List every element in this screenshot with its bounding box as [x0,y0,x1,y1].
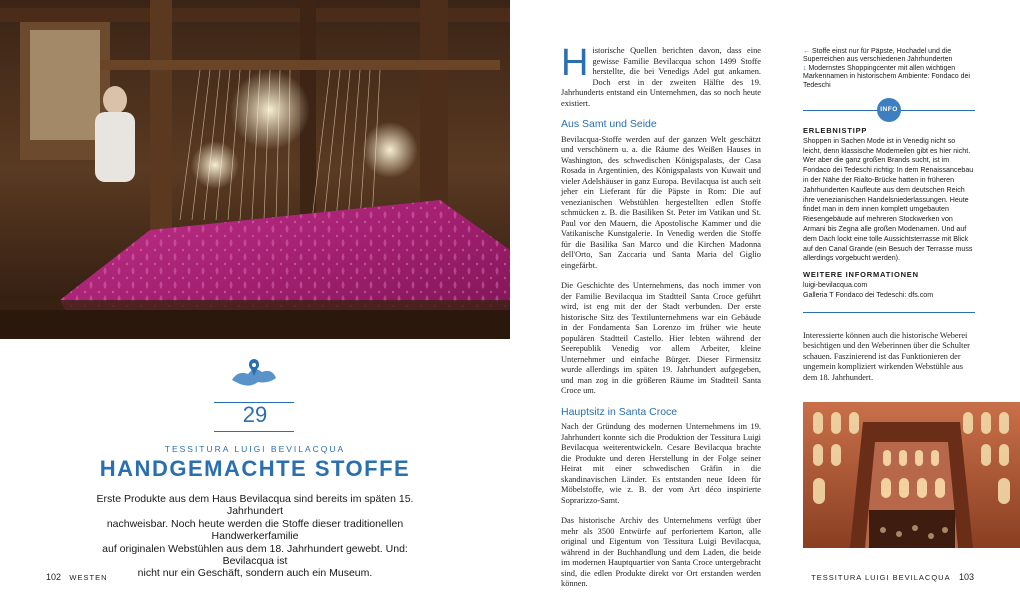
chapter-number: 29 [242,402,268,427]
info-box [803,126,975,301]
right-page-number: 103 [958,572,974,582]
info-link-fondaco: Galleria T Fondaco dei Tedeschi: dfs.com [803,290,934,299]
info-badge: INFO [877,98,901,122]
arrow-down-icon: ↓ [803,64,807,72]
caption-bottom-photo [803,65,985,90]
chapter-headline: HANDGEMACHTE STOFFE [99,456,411,481]
lead-line: nicht nur ein Geschäft, sondern auch ein Museum. [137,567,373,580]
main-text-column [561,42,761,600]
side-paragraph: Interessierte können auch die historische Weberei besichtigen und den Weberinnen über die Schulter schauen. Faszinierend ist das Funktionieren der ungemein kompliziert wirkenden Webstühle aus dem 18. Jahrhundert. [803,331,970,382]
drop-cap: H [561,42,589,84]
chapter-kicker: TESSITURA LUIGI BEVILACQUA [164,444,346,454]
caption-text: Modernstes Shoppingcenter mit allen wichtigen Markennamen in historischem Ambiente: Fondaco dei Tedeschi [803,64,970,89]
chapter-lead [84,493,426,580]
map-pin-icon [228,358,280,392]
weaving-workshop-photo [0,0,510,339]
body-paragraph: Nach der Gründung des modernen Unternehmens im 19. Jahrhundert konnte sich die Produktion der Tessitura Luigi Bevilacqua weiterentwickeln. Cesare Bevilacqua brachte die Produkte und deren Herstellung in der Folge seiner Heirat mit einer schwedischen Gräfin in die skandinavischen Länder. Es entstanden neue Ideen für Möbelstoffe, wie z. B. der vom Art déco inspirierte Soprarizzo-Samt. [561,422,761,505]
number-rule-bottom [214,431,294,432]
photo-captions [803,48,985,90]
lead-line: Erste Produkte aus dem Haus Bevilacqua sind bereits im späten 15. Jahrhundert [96,493,414,518]
left-page-number: 102 [46,572,62,582]
intro-text: istorische Quellen berichten davon, dass eine gewisse Familie Bevilacqua schon 1499 Stoffe herstellte, die bei Venedigs Adel gut ankamen. Doch erst in der zweiten Hälfte des 19. Jahrhunderts entstand ein Unternehmen, das so noch heute existiert. [561,46,761,108]
body-paragraph: Das historische Archiv des Unternehmens verfügt über mehr als 3500 Entwürfe auf perforiertem Karton, alle original und Eigentum von Tessitura Luigi Bevilacqua, während in der Buchhandlung und dem Laden, die beide im modernen Hauptquartier von Santa Croce untergebracht sind, die edlen Produkte direkt vor Ort erstanden werden können. [561,516,761,588]
info-rule-bottom [803,312,975,313]
body-paragraph: Die Geschichte des Unternehmens, das noch immer von der Familie Bevilacqua im Stadtteil Santa Croce geführt wird, ist eng mit der der Stadt verbunden. Der erste historische Sitz des Textilunternehmens war ein Gebäude in der Fondamenta San Lorenzo im früher wie heute populären Stadtteil Castello. Hier lebten während der Seerepublik Venedig vor allem Arbeiter, kleine Unternehmer und einfache Bürger. Dieser Firmensitz wurde allerdings im späten 19. Jahrhundert aufgegeben, und man zog in die größeren Räume im Stadtteil Santa Croce um. [561,281,761,395]
courtyard-illustration [803,402,1020,548]
info-tip-text: Shoppen in Sachen Mode ist in Venedig nicht so leicht, denn klassische Modemeilen gibt es hier nicht. Wer aber die ganz großen Brands sucht, ist im Fondaco dei Tedeschi richtig: In dem Renaissancebau in der Nähe der Rialto-Brücke hatten in früheren Jahrhunderten Kaufleute aus dem deutschen Reich ihre venezianischen Handelsniederlassungen. Heute findet man in dem innen komplett umgebauten Riesengebäude auf mehreren Stockwerken von Armani bis Zegna alle großen Modenamen. Und auf dem Dach lockt eine tolle Aussichtsterrasse mit Blick auf den Canal Grande (ein Besuch der Terrasse muss allerdings vorgebucht werden). [803,136,974,263]
left-section-name: WESTEN [69,573,108,582]
info-more-title: WEITERE INFORMATIONEN [803,270,919,280]
info-link-website: luigi-bevilacqua.com [803,280,868,289]
intro-paragraph [561,42,761,109]
body-paragraph: Bevilacqua-Stoffe werden auf der ganzen Welt geschätzt und verschönern u. a. die Räume des Weißen Hauses in Washington, des schwedischen Königspalasts, der Casa Rosada in Argentinien, des Königspalasts von Kuwait und vieler Adelshäuser in ganz Europa. Bevilacqua ist auch seit jeher ein Lieferant für die Päpste in Rom: Die auf venezianischen Webstühlen hergestellten edlen Stoffe schmücken z. B. die Basiliken St. Peter im Vatikan und St. Paul vor den Mauern, die Apostolische Kammer und die Vatikanische Kunstgalerie. In Venedig werden die Stoffe für die Basilika San Marco und die Kirchen Madonna dell'Orto, San Zaccaria und Santa Maria del Giglio eingefärbt. [561,134,761,270]
arrow-left-icon: ← [803,48,810,55]
info-tip-title: ERLEBNISTIPP [803,126,868,135]
weaving-workshop-illustration [0,0,510,339]
section-heading: Aus Samt und Seide [561,118,657,130]
right-folio [805,572,974,582]
caption-text: Stoffe einst nur für Päpste, Hochadel und die Superreichen aus verschiedenen Jahrhunderten [803,48,953,64]
fondaco-courtyard-photo [803,402,1020,548]
left-folio [46,572,114,582]
venice-map-emblem [228,358,280,392]
lead-line: auf originalen Webstühlen aus dem 18. Jahrhundert gewebt. Und: Bevilacqua ist [102,542,408,568]
right-section-name: TESSITURA LUIGI BEVILACQUA [811,573,951,582]
caption-left-photo [803,48,985,65]
section-heading: Hauptsitz in Santa Croce [561,405,678,418]
lead-line: nachweisbar. Noch heute werden die Stoffe dieser traditionellen Handwerkerfamilie [106,517,404,543]
